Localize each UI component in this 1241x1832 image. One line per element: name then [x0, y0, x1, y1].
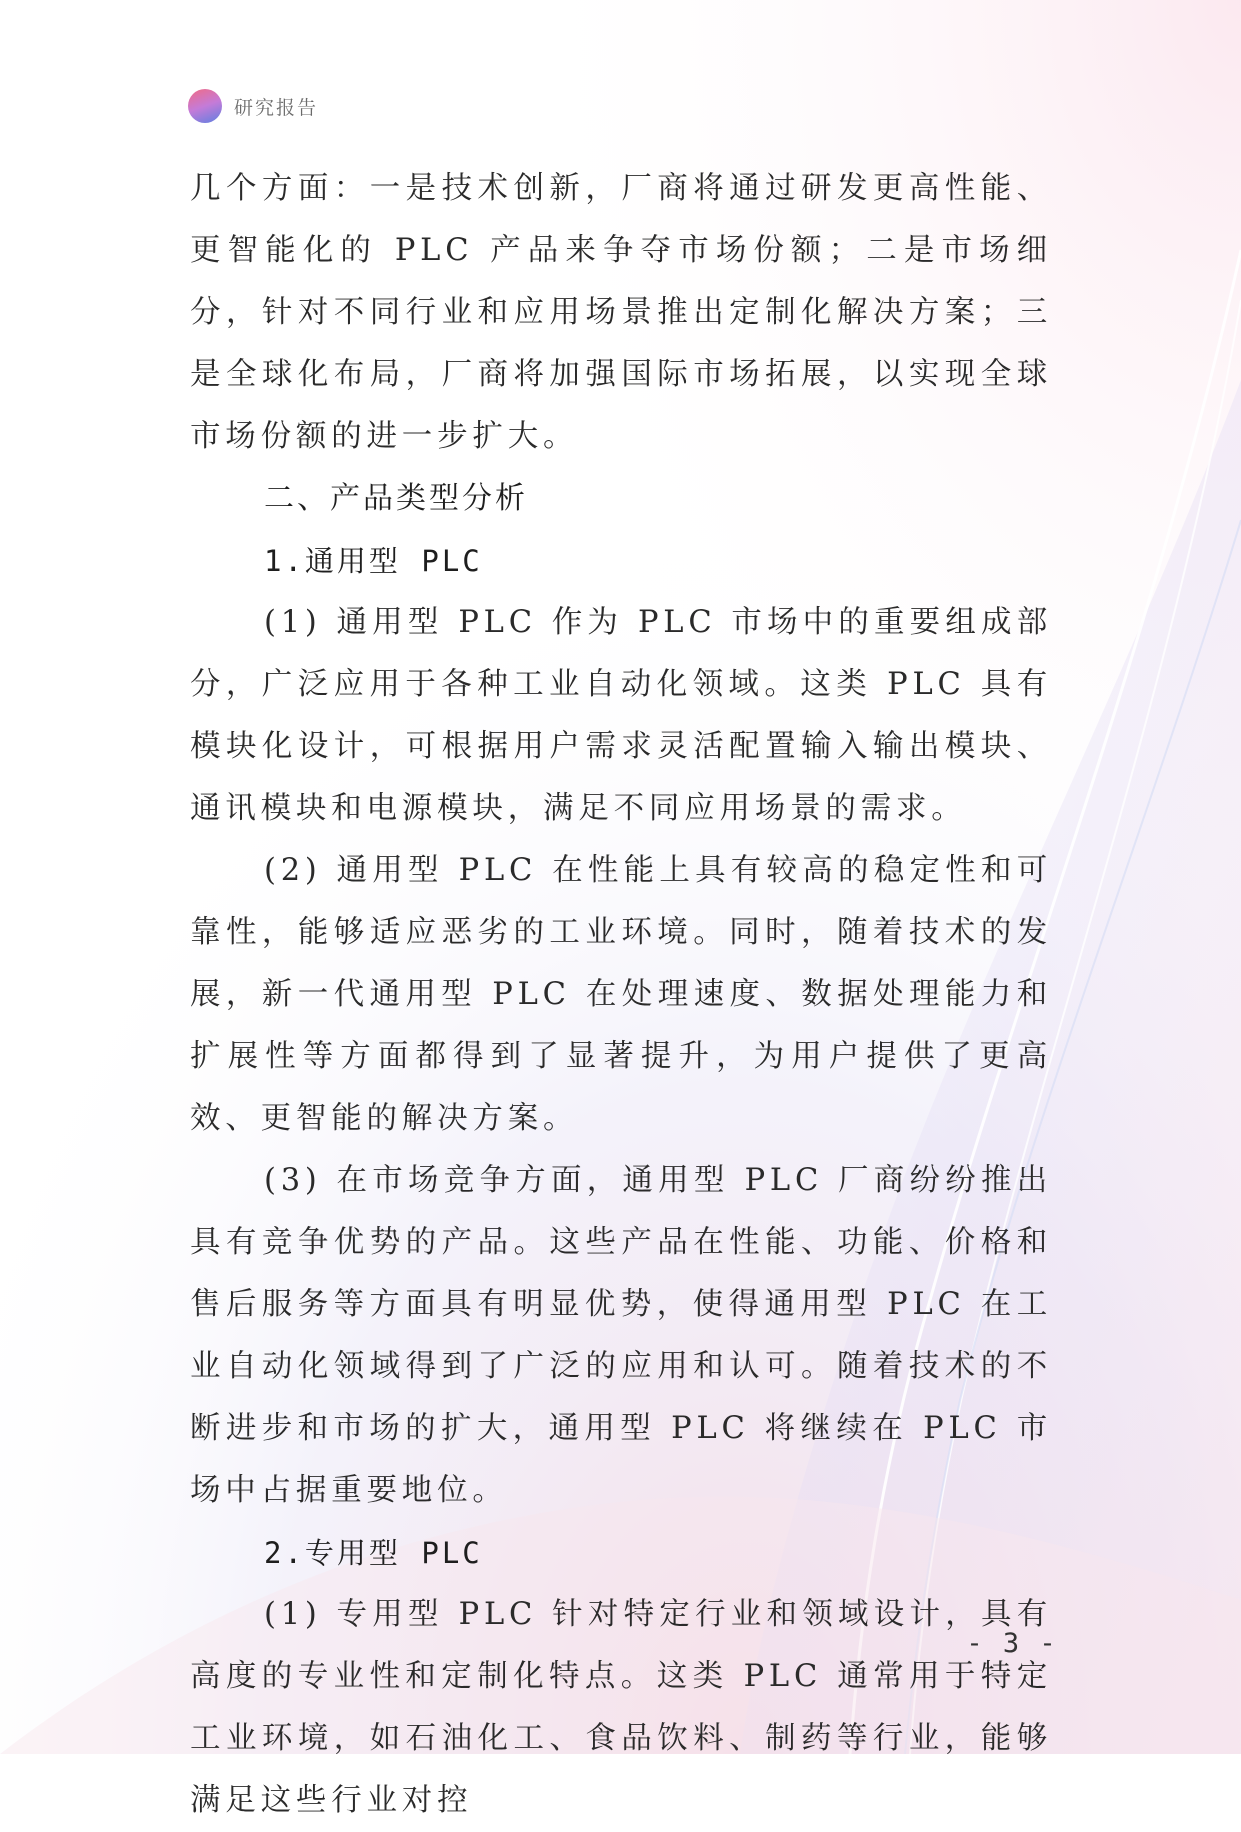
header-title: 研究报告: [234, 96, 319, 119]
page-header: [188, 88, 318, 124]
paragraph-continuation: 几个方面：一是技术创新，厂商将通过研发更高性能、更智能化的 PLC 产品来争夺市场份额；二是市场细分，针对不同行业和应用场景推出定制化解决方案；三是全球化布局，厂商将加强国际市场拓展，以实现全球市场份额的进一步扩大。: [190, 171, 1052, 454]
document-body: [190, 158, 1052, 1832]
subsection-heading-special-plc: 2.专用型 PLC: [264, 1536, 483, 1570]
paragraph-general-plc-2: (2) 通用型 PLC 在性能上具有较高的稳定性和可靠性，能够适应恶劣的工业环境。同时，随着技术的发展，新一代通用型 PLC 在处理速度、数据处理能力和扩展性等方面都得到了显著提升，为用户提供了更高效、更智能的解决方案。: [190, 853, 1052, 1136]
paragraph-general-plc-3: (3) 在市场竞争方面，通用型 PLC 厂商纷纷推出具有竞争优势的产品。这些产品在性能、功能、价格和售后服务等方面具有明显优势，使得通用型 PLC 在工业自动化领域得到了广泛的应用和认可。随着技术的不断进步和市场的扩大，通用型 PLC 将继续在 PLC 市场中占据重要地位。: [190, 1163, 1052, 1508]
section-heading: 二、产品类型分析: [264, 481, 528, 516]
page-number: - 3 -: [966, 1628, 1058, 1659]
paragraph-general-plc-1: (1) 通用型 PLC 作为 PLC 市场中的重要组成部分，广泛应用于各种工业自动化领域。这类 PLC 具有模块化设计，可根据用户需求灵活配置输入输出模块、通讯模块和电源模块，满足不同应用场景的需求。: [190, 605, 1052, 826]
paragraph-special-plc-1: (1) 专用型 PLC 针对特定行业和领域设计，具有高度的专业性和定制化特点。这类 PLC 通常用于特定工业环境，如石油化工、食品饮料、制药等行业，能够满足这些行业对控: [190, 1597, 1052, 1818]
subsection-heading-general-plc: 1.通用型 PLC: [264, 544, 483, 578]
report-logo-icon: [188, 89, 222, 123]
